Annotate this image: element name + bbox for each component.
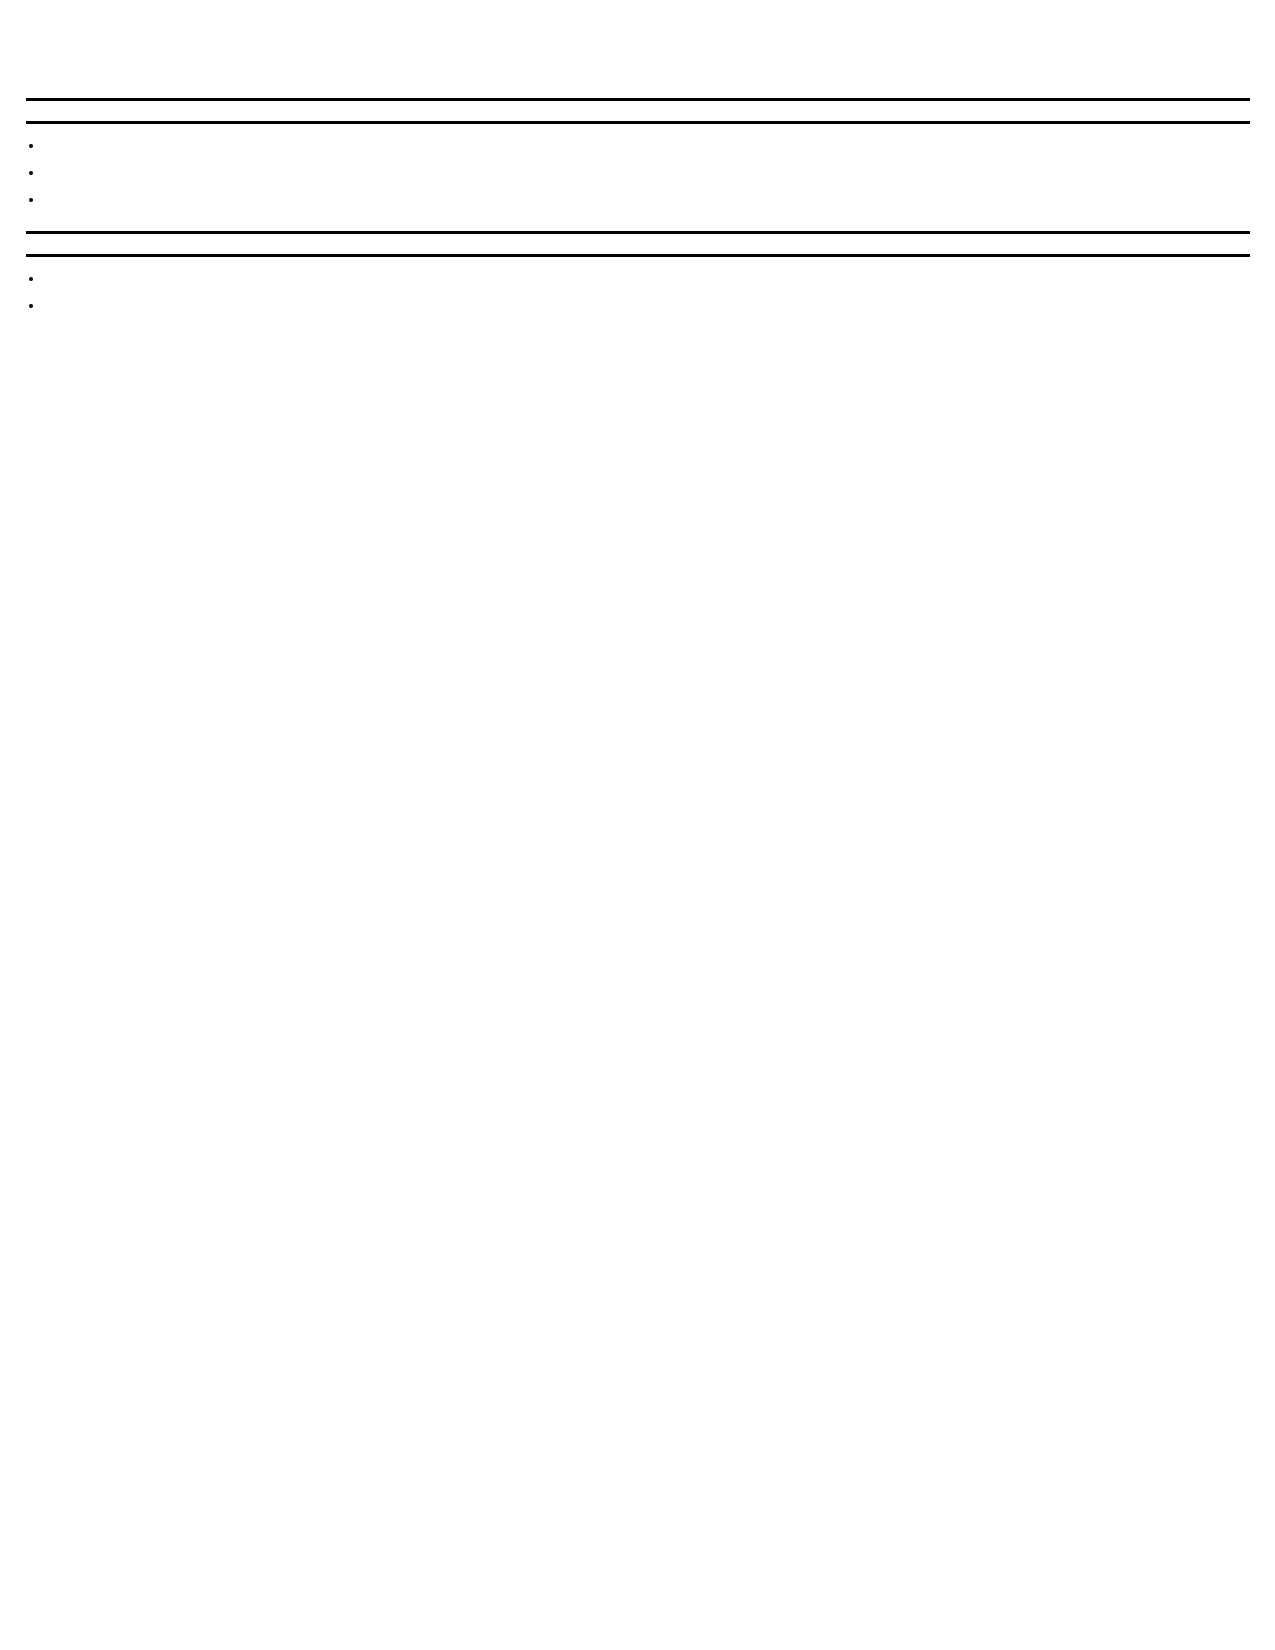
- affiliations-section: [26, 252, 1250, 317]
- section-heading: [26, 229, 1250, 234]
- section-heading: [26, 96, 1250, 101]
- affiliation-list: [26, 265, 1250, 317]
- list-item: [44, 265, 1250, 290]
- leadership-list: [26, 132, 1250, 211]
- certifications-section: [26, 229, 1250, 234]
- section-heading: [26, 119, 1250, 124]
- list-item: [44, 292, 1250, 317]
- resume-page: [26, 78, 1250, 319]
- list-item: [44, 132, 1250, 157]
- projects-section: [26, 96, 1250, 101]
- list-item: [44, 186, 1250, 211]
- list-item: [44, 159, 1250, 184]
- leadership-section: [26, 119, 1250, 211]
- section-heading: [26, 252, 1250, 257]
